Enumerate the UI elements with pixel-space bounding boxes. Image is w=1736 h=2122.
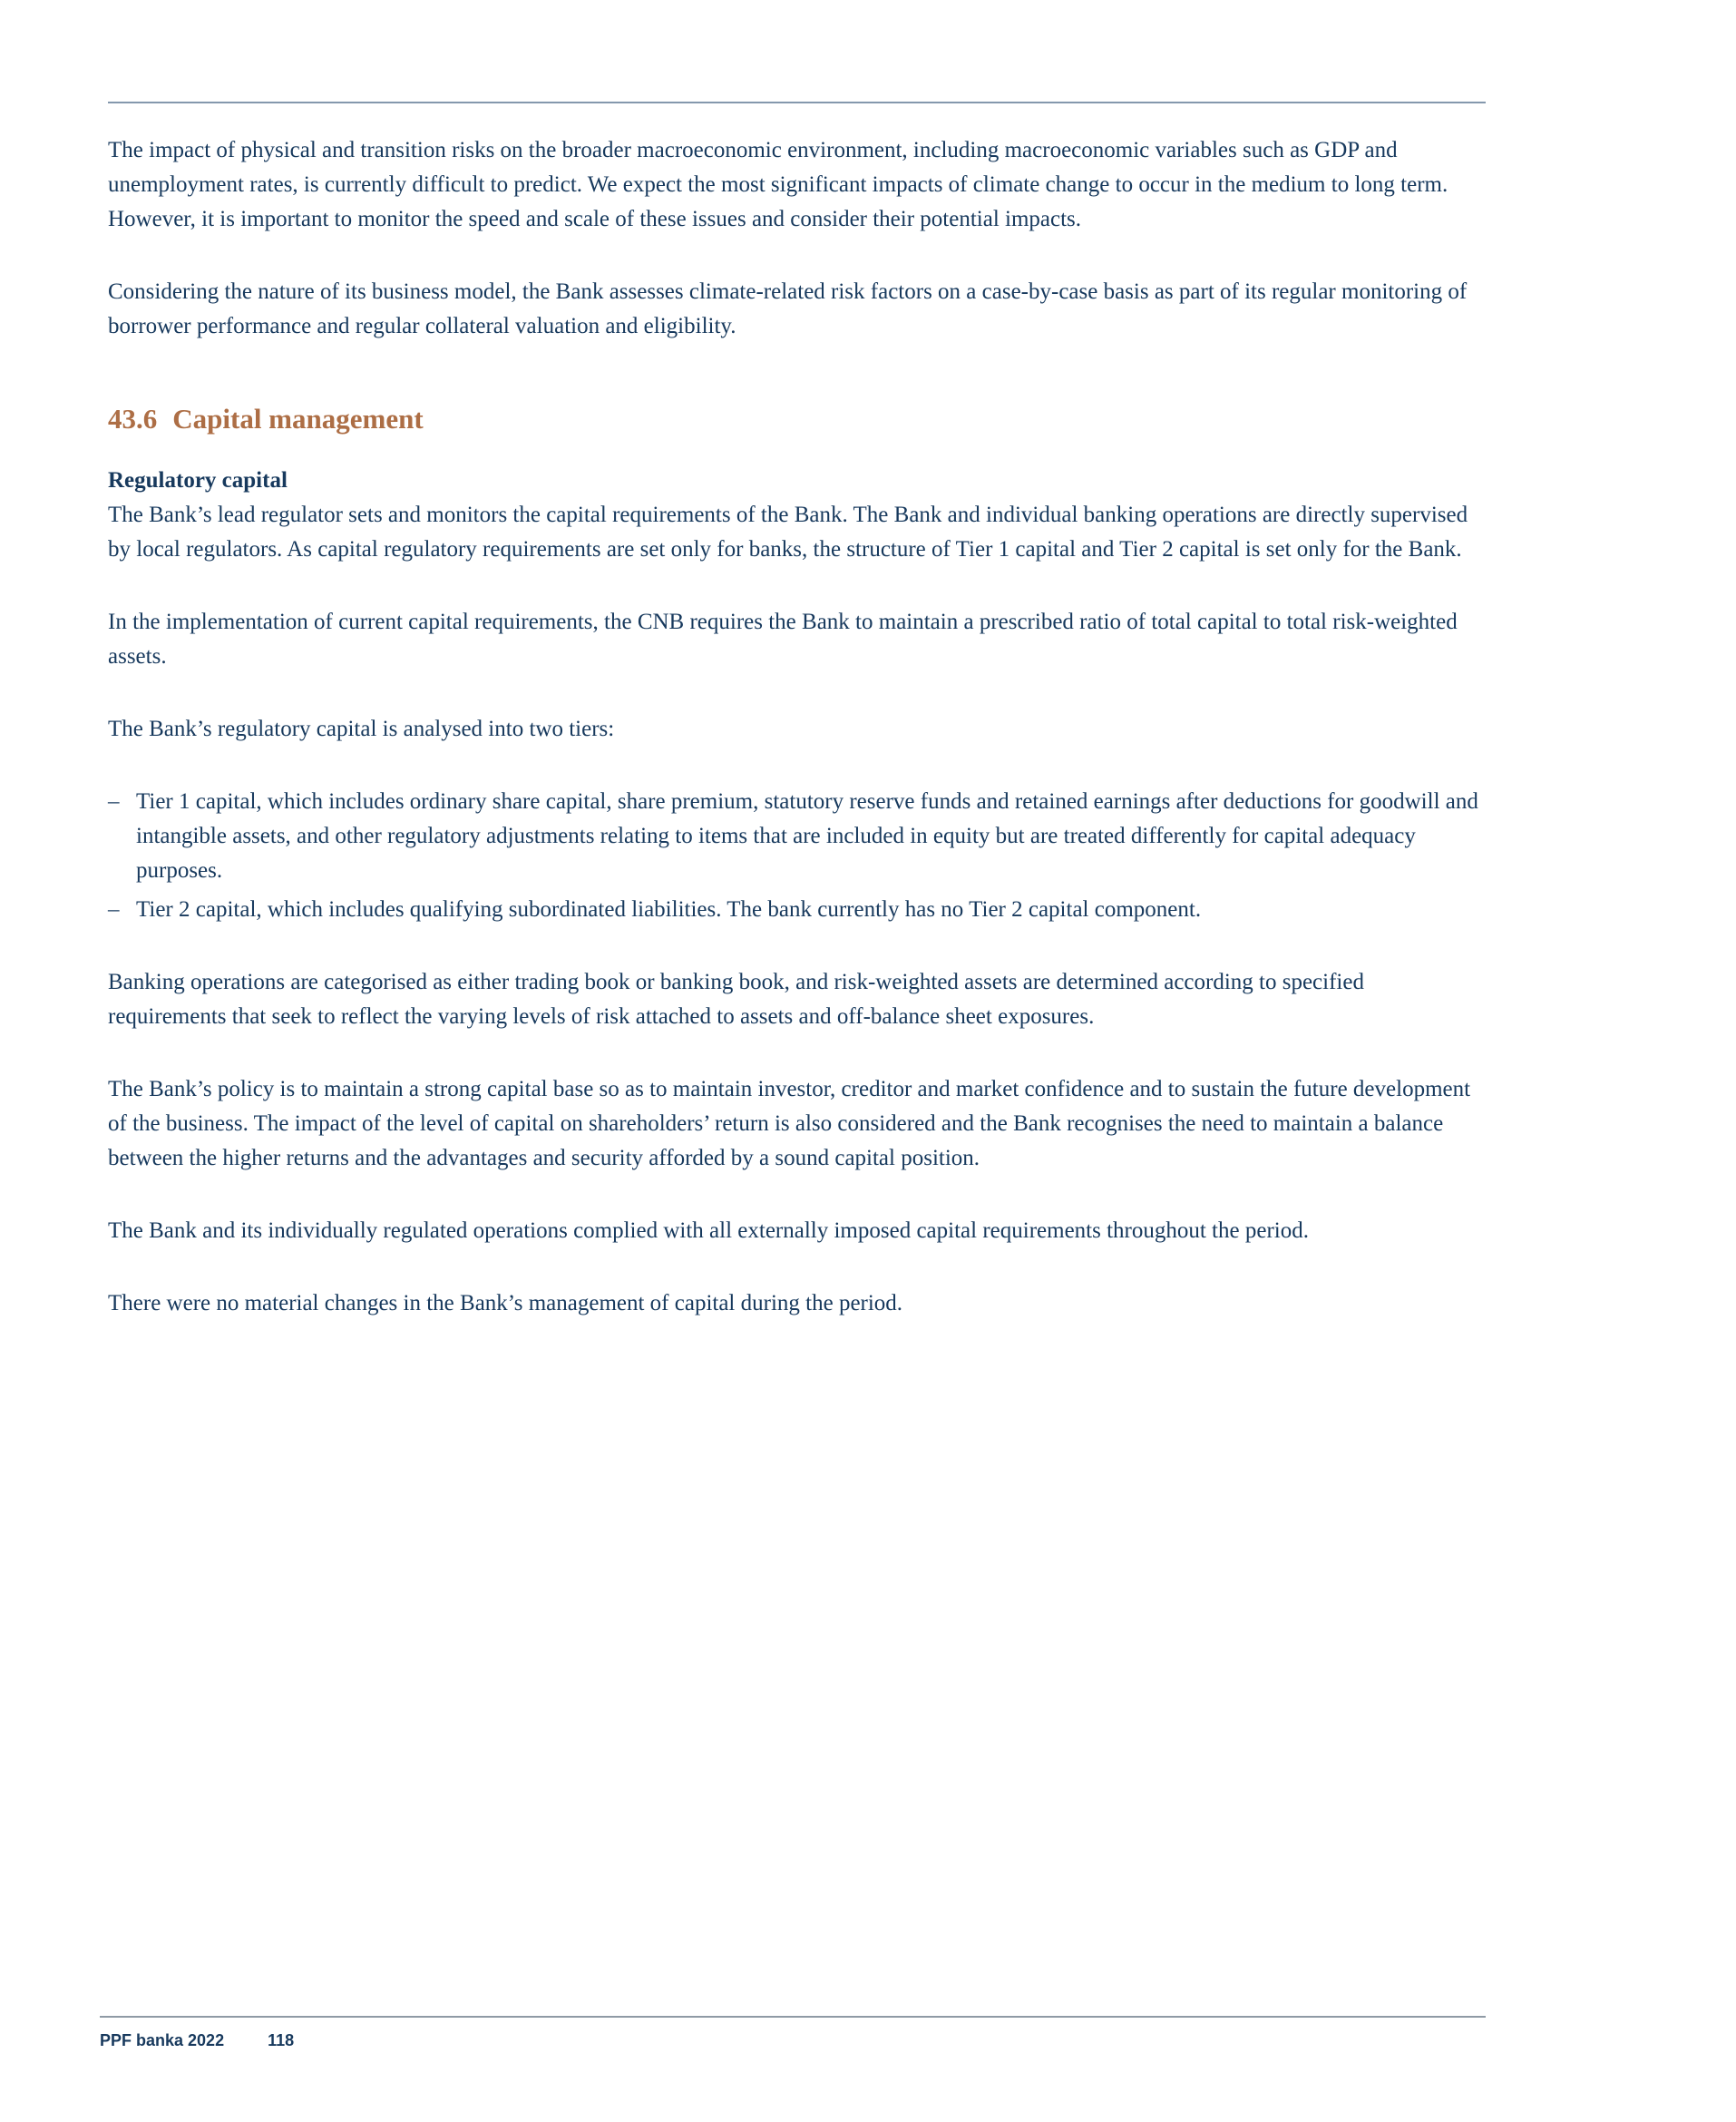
regulatory-paragraph-2: In the implementation of current capital requirements, the CNB requires the Bank to maintain a prescribed ratio of total capital to total risk-weighted assets.: [108, 610, 1458, 669]
footer-divider: [100, 2016, 1486, 2018]
closing-paragraph-1: Banking operations are categorised as either trading book or banking book, and risk-weighted assets are determined according to specified requirements that seek to reflect the varying levels of risk attached to assets and off-balance sheet exposures.: [108, 970, 1364, 1029]
section-title: Capital management: [172, 403, 424, 435]
intro-paragraph-2: Considering the nature of its business model, the Bank assesses climate-related risk factors on a case-by-case basis as part of its regular monitoring of borrower performance and regular collateral valuation and eligibility.: [108, 279, 1468, 338]
list-item: [108, 785, 1486, 888]
dash-marker: –: [108, 897, 120, 922]
section-number: 43.6: [108, 403, 158, 435]
list-item-text: Tier 1 capital, which includes ordinary share capital, share premium, statutory reserve funds and retained earnings after deductions for goodwill and intangible assets, and other regulatory adjustments relating to items that are included in equity but are treated differently for capital adequacy purposes.: [136, 789, 1478, 883]
footer-text: [100, 2030, 1486, 2050]
regulatory-paragraph-1: The Bank’s lead regulator sets and monitors the capital requirements of the Bank. The Bank and individual banking operations are directly supervised by local regulators. As capital regulatory requirements are set only for banks, the structure of Tier 1 capital and Tier 2 capital is set only for the Bank.: [108, 503, 1468, 562]
closing-paragraph-2: The Bank’s policy is to maintain a strong capital base so as to maintain investor, creditor and market confidence and to sustain the future development of the business. The impact of the level of capital on shareholders’ return is also considered and the Bank recognises the need to maintain a balance between the higher returns and the advantages and security afforded by a sound capital position.: [108, 1077, 1471, 1170]
dash-marker: –: [108, 789, 120, 814]
page-content: [108, 102, 1486, 1359]
intro-paragraph-1: The impact of physical and transition risks on the broader macroeconomic environment, including macroeconomic variables such as GDP and unemployment rates, is currently difficult to predict. We expect the most significant impacts of climate change to occur in the medium to long term. However, it is important to monitor the speed and scale of these issues and consider their potential impacts.: [108, 138, 1448, 231]
regulatory-paragraph-3: The Bank’s regulatory capital is analysed into two tiers:: [108, 717, 615, 741]
report-name: PPF banka 2022: [100, 2031, 225, 2049]
closing-paragraph-4: There were no material changes in the Bank’s management of capital during the period.: [108, 1291, 903, 1315]
closing-paragraph-3: The Bank and its individually regulated operations complied with all externally imposed capital requirements throughout the period.: [108, 1218, 1309, 1243]
list-item: [108, 893, 1486, 927]
list-item-text: Tier 2 capital, which includes qualifying subordinated liabilities. The bank currently has no Tier 2 capital component.: [136, 897, 1202, 922]
tier-list: [108, 785, 1486, 927]
page-number: 118: [268, 2031, 295, 2049]
page-footer: [100, 2016, 1486, 2050]
section-heading: [108, 402, 1486, 436]
top-divider: [108, 102, 1486, 103]
subsection-heading: Regulatory capital: [108, 468, 288, 493]
